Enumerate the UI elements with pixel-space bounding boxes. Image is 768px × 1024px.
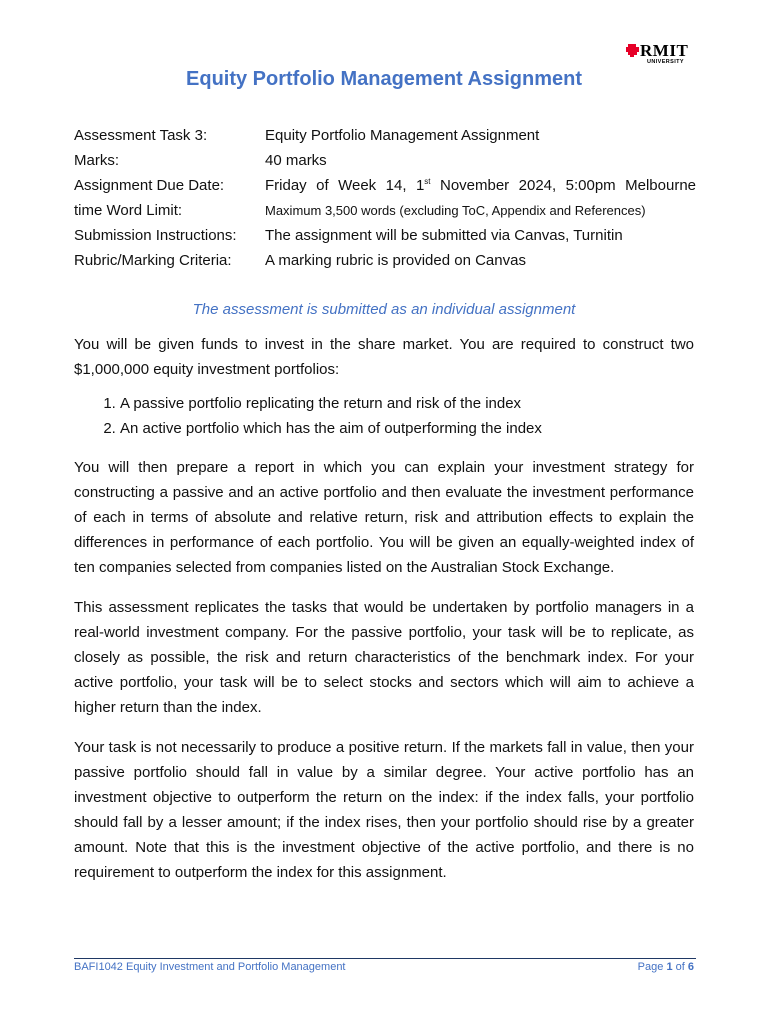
- info-row-submission: [74, 225, 696, 250]
- info-value: A marking rubric is provided on Canvas: [265, 252, 526, 269]
- due-date-part: Friday of Week 14, 1: [265, 177, 425, 194]
- info-label: Assignment Due Date:: [74, 177, 225, 194]
- info-row-word-limit: [74, 200, 696, 225]
- info-value-due-date: [265, 175, 696, 197]
- body-text: [74, 332, 694, 885]
- footer-course: BAFI1042 Equity Investment and Portfolio Management: [74, 961, 346, 973]
- page-of: of: [675, 961, 685, 973]
- due-date-part: November 2024, 5:00pm Melbourne: [430, 177, 697, 194]
- paragraph: Your task is not necessarily to produce a positive return. If the markets fall in value, then your passive portfolio should fall in value by a similar degree. Your active portfolio has an investment objective to outperform the return on the index: if the index falls, your portfolio should fall by a lesser amount; if the index rises, then your portfolio should rise by a greater amount. Note that this is the investment objective of the active portfolio, and there is no requirement to outperform the index for this assignment.: [74, 739, 694, 881]
- info-row-rubric: [74, 250, 696, 275]
- info-label: Assessment Task 3:: [74, 127, 208, 144]
- page-current: 1: [666, 961, 673, 973]
- page-total: 6: [687, 961, 694, 973]
- rmit-pixel-icon: [626, 44, 640, 58]
- info-label: time Word Limit:: [74, 202, 183, 219]
- list-item: 2. An active portfolio which has the aim of outperforming the index: [120, 416, 694, 441]
- document-title: Equity Portfolio Management Assignment: [186, 68, 582, 90]
- page-word: Page: [637, 961, 664, 973]
- info-value: 40 marks: [265, 152, 327, 169]
- footer-divider: [74, 958, 696, 959]
- info-row-marks: [74, 150, 696, 175]
- rmit-logo: [626, 42, 696, 68]
- logo-wordmark: RMIT: [640, 41, 689, 60]
- submission-note: The assessment is submitted as an individual assignment: [192, 301, 576, 318]
- info-row-due-date: [74, 175, 696, 200]
- assessment-info-table: [74, 125, 696, 275]
- paragraph: This assessment replicates the tasks that would be undertaken by portfolio managers in a real-world investment company. For the passive portfolio, your task will be to replicate, as closely as possible, the risk and return characteristics of the benchmark index. For your active portfolio, your task will be to select stocks and sectors which will aim to achieve a higher return than the index.: [74, 599, 694, 716]
- info-row-assessment: [74, 125, 696, 150]
- portfolio-list: [74, 391, 694, 441]
- list-item: 1. A passive portfolio replicating the return and risk of the index: [120, 391, 694, 416]
- info-label: Rubric/Marking Criteria:: [74, 252, 232, 269]
- paragraph: You will then prepare a report in which you can explain your investment strategy for constructing a passive and an active portfolio and then evaluate the investment performance of each in terms of absolute and relative return, risk and attribution effects to explain the differences in performance of each portfolio. You will be given an equally-weighted index of ten companies selected from companies listed on the Australian Stock Exchange.: [74, 459, 694, 576]
- info-label: Submission Instructions:: [74, 227, 237, 244]
- paragraph: You will be given funds to invest in the share market. You are required to construct two $1,000,000 equity investment portfolios:: [74, 336, 694, 378]
- info-value: The assignment will be submitted via Canvas, Turnitin: [265, 227, 623, 244]
- info-value: Maximum 3,500 words (excluding ToC, Appendix and References): [265, 203, 646, 218]
- info-label: Marks:: [74, 152, 119, 169]
- logo-subtext: UNIVERSITY: [647, 59, 685, 65]
- footer-page-number: [638, 961, 694, 973]
- info-value: Equity Portfolio Management Assignment: [265, 127, 540, 144]
- due-date-ordinal: st: [424, 177, 431, 186]
